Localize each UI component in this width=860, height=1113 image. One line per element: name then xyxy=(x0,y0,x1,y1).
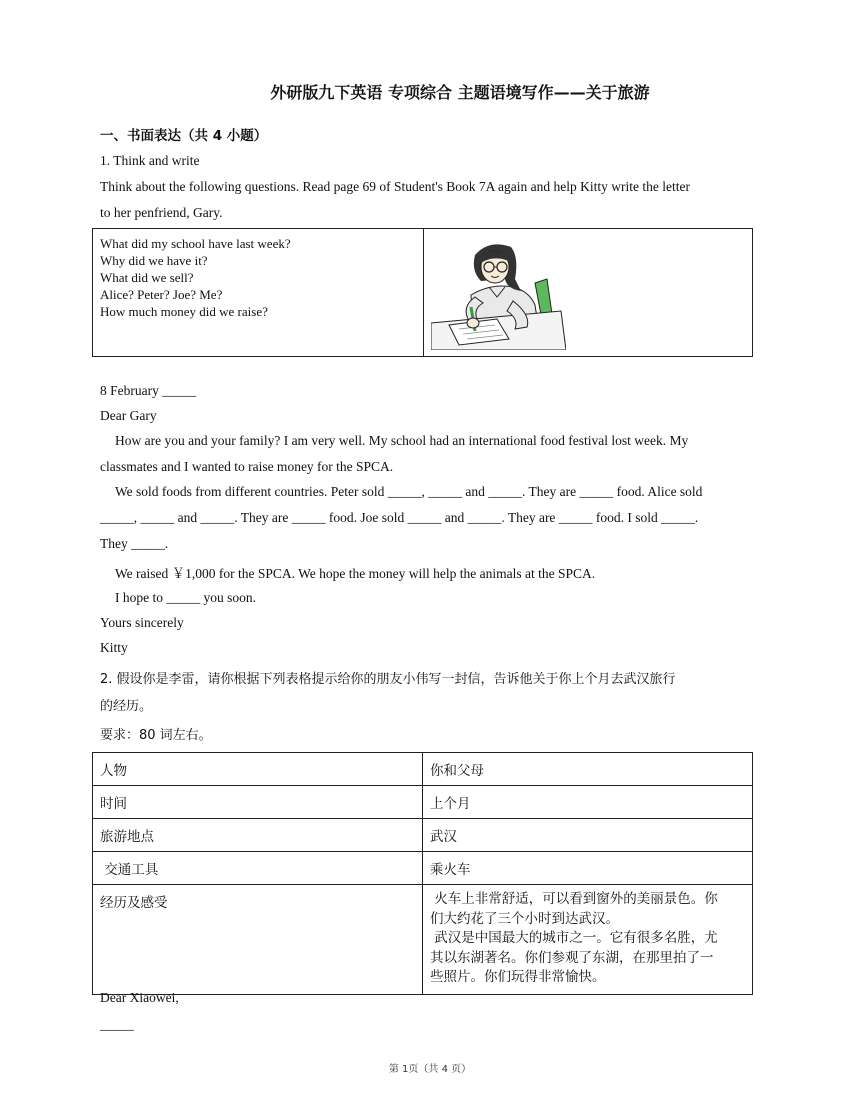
q1-heading: 1. Think and write xyxy=(100,153,200,168)
table-row xyxy=(93,786,753,819)
experience-line: 其以东湖著名。你们参观了东湖，在那里拍了一 xyxy=(430,949,714,966)
question-item: Alice? Peter? Joe? Me? xyxy=(100,287,223,302)
q1-intro-line2: to her penfriend, Gary. xyxy=(100,205,223,220)
experience-line: 火车上非常舒适，可以看到窗外的美丽景色。你 xyxy=(430,891,718,907)
letter-date: 8 February _____ xyxy=(100,383,196,398)
letter-signature: Kitty xyxy=(100,640,128,655)
letter-paragraph: I hope to _____ you soon. xyxy=(115,590,256,605)
table-cell-key: 经历及感受 xyxy=(93,885,423,995)
letter-greeting: Dear Gary xyxy=(100,408,157,423)
letter-paragraph: _____, _____ and _____. They are _____ food. Joe sold _____ and _____. They are _____ food. I sold _____. xyxy=(100,510,699,525)
table-cell-key: 时间 xyxy=(93,786,423,819)
experience-line: 们大约花了三个小时到达武汉。 xyxy=(430,910,619,927)
letter-paragraph: We raised ￥1,000 for the SPCA. We hope the money will help the animals at the SPCA. xyxy=(115,566,596,581)
letter-closing: Yours sincerely xyxy=(100,615,184,630)
illustration-cell xyxy=(424,229,753,357)
table-cell-value: 你和父母 xyxy=(423,753,753,786)
trip-info-table xyxy=(92,752,753,995)
table-row xyxy=(93,852,753,885)
q1-intro-line1: Think about the following questions. Read page 69 of Student's Book 7A again and help Kitty write the letter xyxy=(100,179,690,194)
table-row xyxy=(93,753,753,786)
table-cell-key: 旅游地点 xyxy=(93,819,423,852)
table-cell-value: 武汉 xyxy=(423,819,753,852)
question-item: Why did we have it? xyxy=(100,253,208,268)
letter-paragraph: classmates and I wanted to raise money for the SPCA. xyxy=(100,459,394,474)
table-cell-key: 人物 xyxy=(93,753,423,786)
letter-paragraph: We sold foods from different countries. Peter sold _____, _____ and _____. They are _____ food. Alice sold xyxy=(115,484,703,499)
q2-prompt-line1: 2. 假设你是李雷，请你根据下列表格提示给你的朋友小伟写一封信，告诉他关于你上个月去武汉旅行 xyxy=(100,672,676,687)
letter-paragraph: How are you and your family? I am very well. My school had an international food festival lost week. My xyxy=(115,433,689,448)
question-item: What did we sell? xyxy=(100,270,194,285)
table-row xyxy=(93,819,753,852)
section-heading: 一、书面表达（共 4 小题） xyxy=(100,128,268,144)
table-row xyxy=(93,885,753,995)
page-footer: 第 1页（共 4 页） xyxy=(388,1064,472,1075)
girl-writing-illustration xyxy=(431,235,566,350)
q2-answer-blank: _____ xyxy=(100,1017,134,1032)
questions-table xyxy=(92,228,753,357)
table-cell-value: 乘火车 xyxy=(423,852,753,885)
experience-cell xyxy=(423,885,753,995)
q2-letter-greeting: Dear Xiaowei, xyxy=(100,990,179,1005)
page-title: 外研版九下英语 专项综合 主题语境写作——关于旅游 xyxy=(270,83,650,102)
experience-line: 些照片。你们玩得非常愉快。 xyxy=(430,969,606,985)
questions-cell xyxy=(93,229,424,357)
q2-prompt-line2: 的经历。 xyxy=(100,699,153,714)
q2-requirement: 要求：80 词左右。 xyxy=(100,728,212,743)
question-item: What did my school have last week? xyxy=(100,236,291,251)
letter-paragraph: They _____. xyxy=(100,536,169,551)
table-cell-value: 上个月 xyxy=(423,786,753,819)
table-cell-key: 交通工具 xyxy=(93,852,423,885)
experience-line: 武汉是中国最大的城市之一。它有很多名胜，尤 xyxy=(430,930,718,946)
question-item: How much money did we raise? xyxy=(100,304,268,319)
